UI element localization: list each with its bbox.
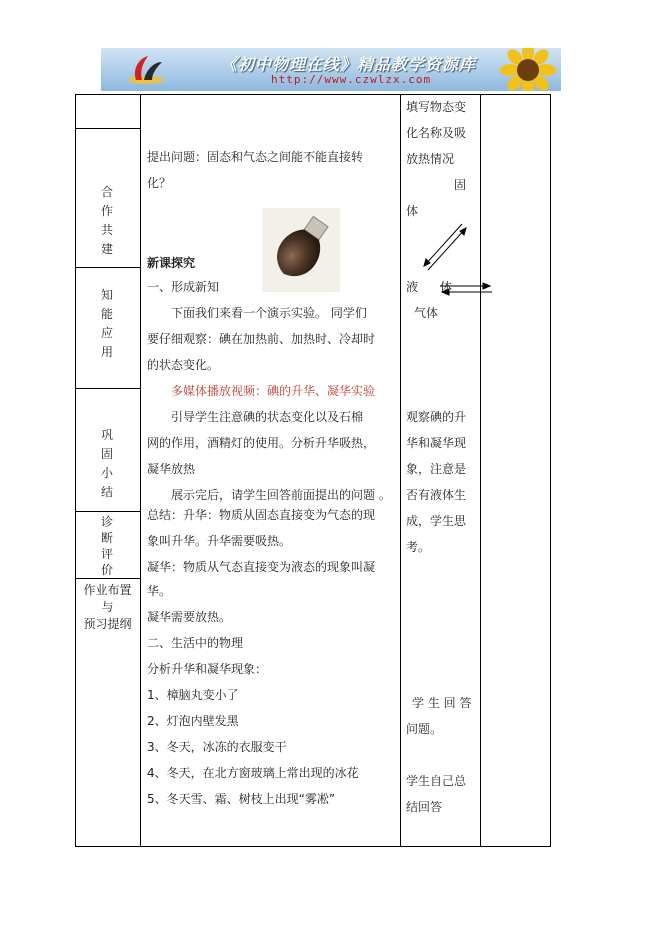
paragraph: 下面我们来看一个演示实验。 同学们	[171, 306, 367, 320]
stage-label-cooperate: 合 作 共 建	[100, 185, 113, 256]
activity-text: 否有液体生	[406, 488, 467, 502]
summary-text: 总结：升华：物质从固态直接变为气态的现	[147, 508, 376, 522]
fill-instruction: 填写物态变	[406, 100, 467, 114]
paragraph: 展示完后，请学生回答前面提出的问题 。	[171, 488, 391, 502]
definition-text: 凝华需要放热。	[147, 610, 232, 624]
state-gas: 气体	[414, 306, 439, 320]
paragraph: 引导学生注意碘的状态变化以及石棉	[171, 410, 364, 424]
lightbulb-image	[262, 208, 340, 292]
row-divider	[75, 128, 140, 129]
paragraph: 凝华放热	[147, 462, 196, 476]
video-note: 多媒体播放视频：碘的升华、凝华实验	[171, 384, 376, 398]
list-item: 3、冬天，冰冻的衣服变干	[147, 740, 287, 754]
column-divider	[400, 94, 401, 847]
stage-label-evaluate: 诊 断 评 价	[100, 515, 113, 577]
column-divider	[140, 94, 141, 847]
activity-text: 考。	[406, 540, 431, 554]
activity-text: 华和凝华现	[406, 436, 467, 450]
stage-label-apply: 知 能 应 用	[100, 288, 113, 359]
activity-text: 学生自己总	[406, 774, 467, 788]
phase-change-arrows-icon	[412, 220, 502, 300]
sunflower-icon	[497, 48, 559, 91]
definition-text: 华。	[147, 584, 172, 598]
summary-text: 象叫升华。升华需要吸热。	[147, 534, 292, 548]
row-divider	[75, 578, 140, 579]
section-title: 新课探究	[147, 256, 196, 270]
list-item: 1、樟脑丸变小了	[147, 688, 239, 702]
site-logo-icon	[126, 54, 166, 86]
banner-url: http://www.czwlzx.com	[271, 73, 432, 86]
paragraph: 的状态变化。	[147, 358, 220, 372]
stage-label-homework: 作业布置 与 预习提纲	[83, 583, 132, 631]
fill-instruction: 放热情况	[406, 152, 455, 166]
row-divider	[75, 511, 140, 512]
header-banner	[101, 48, 561, 91]
activity-text: 成，学生思	[406, 514, 467, 528]
row-divider	[75, 267, 140, 268]
heading-daily-physics: 二、生活中的物理	[147, 636, 244, 650]
paragraph: 网的作用，酒精灯的使用。分析升华吸热，	[147, 436, 376, 450]
activity-text: 结回答	[406, 800, 443, 814]
activity-text: 学 生 回 答	[412, 696, 472, 710]
question-line-2: 化？	[147, 176, 172, 190]
list-item: 5、冬天雪、霜、树枝上出现“雾凇”	[147, 792, 336, 806]
banner-title: 《初中物理在线》精品教学资源库	[221, 55, 477, 74]
paragraph: 要仔细观察：碘在加热前、加热时、冷却时	[147, 332, 376, 346]
heading-new-knowledge: 一、形成新知	[147, 280, 220, 294]
stage-label-summary: 巩 固 小 结	[100, 428, 113, 499]
activity-text: 象，注意是	[406, 462, 467, 476]
state-liquid: 体	[440, 280, 453, 294]
definition-text: 凝华：物质从气态直接变为液态的现象叫凝	[147, 560, 376, 574]
list-item: 2、灯泡内壁发黑	[147, 714, 239, 728]
row-divider	[75, 388, 140, 389]
activity-text: 观察碘的升	[406, 410, 467, 424]
list-item: 4、冬天，在北方窗玻璃上常出现的冰花	[147, 766, 359, 780]
analysis-prompt: 分析升华和凝华现象：	[147, 662, 268, 676]
state-solid: 固	[454, 178, 467, 192]
activity-text: 问题。	[406, 722, 443, 736]
state-solid: 体	[406, 204, 419, 218]
column-divider	[480, 94, 481, 847]
question-line-1: 提出问题：固态和气态之间能不能直接转	[147, 150, 364, 164]
fill-instruction: 化名称及吸	[406, 126, 467, 140]
state-liquid: 液	[406, 280, 419, 294]
